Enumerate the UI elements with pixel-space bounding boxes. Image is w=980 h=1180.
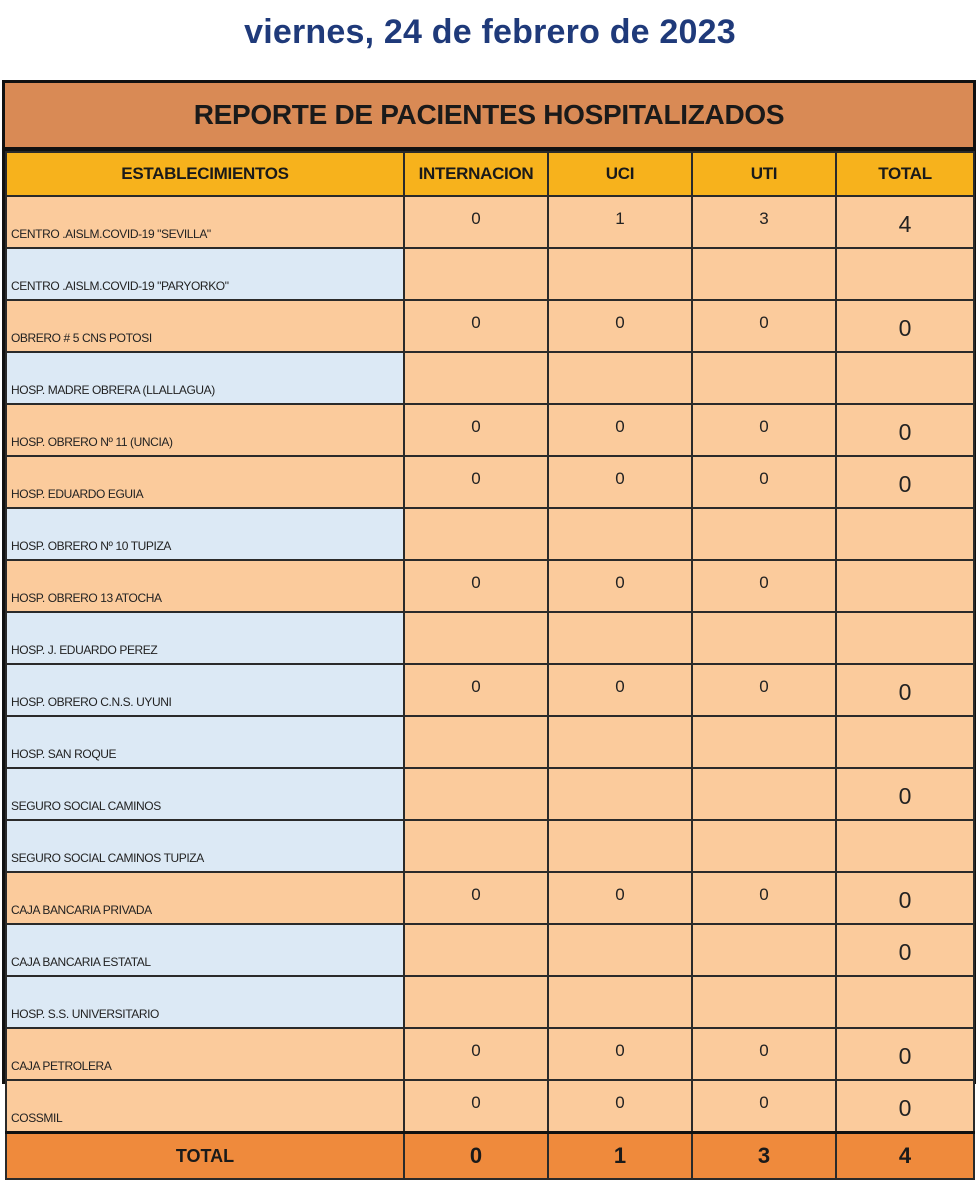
total-value [836,508,974,560]
establishment-name: HOSP. J. EDUARDO PEREZ [6,612,404,664]
uci-value [548,924,692,976]
uci-value [548,768,692,820]
table-row [6,768,974,820]
internacion-value [404,248,548,300]
uci-value: 0 [548,300,692,352]
totals-label: TOTAL [6,1133,404,1180]
total-value: 0 [836,456,974,508]
uci-value: 0 [548,872,692,924]
col-header-establecimientos: ESTABLECIMIENTOS [6,152,404,196]
uti-value [692,820,836,872]
uci-value: 0 [548,664,692,716]
total-value [836,248,974,300]
internacion-value [404,820,548,872]
establishment-name: COSSMIL [6,1080,404,1133]
col-header-total: TOTAL [836,152,974,196]
establishment-name: CAJA BANCARIA ESTATAL [6,924,404,976]
uti-value: 0 [692,1080,836,1133]
internacion-value [404,508,548,560]
table-row [6,196,974,248]
table-row [6,248,974,300]
column-header-row [6,152,974,196]
table-row [6,560,974,612]
report-title: REPORTE DE PACIENTES HOSPITALIZADOS [5,83,973,151]
uci-value [548,508,692,560]
uci-value [548,716,692,768]
internacion-value: 0 [404,664,548,716]
internacion-value [404,924,548,976]
uci-value: 0 [548,1028,692,1080]
table-row [6,872,974,924]
uti-value: 0 [692,872,836,924]
col-header-uti: UTI [692,152,836,196]
total-value: 4 [836,196,974,248]
table-row [6,352,974,404]
internacion-value: 0 [404,1028,548,1080]
table-row [6,300,974,352]
internacion-value [404,612,548,664]
table-row [6,404,974,456]
establishment-name: HOSP. OBRERO C.N.S. UYUNI [6,664,404,716]
internacion-value [404,716,548,768]
uti-value [692,976,836,1028]
table-row [6,664,974,716]
uti-value [692,352,836,404]
total-value [836,612,974,664]
total-value: 0 [836,768,974,820]
uti-value [692,248,836,300]
internacion-value: 0 [404,560,548,612]
uti-value [692,716,836,768]
internacion-value: 0 [404,872,548,924]
establishment-name: HOSP. S.S. UNIVERSITARIO [6,976,404,1028]
total-value [836,976,974,1028]
internacion-value: 0 [404,456,548,508]
total-value: 0 [836,1080,974,1133]
uti-value: 0 [692,404,836,456]
hospitalized-report-table [2,80,976,1168]
establishment-name: CAJA PETROLERA [6,1028,404,1080]
total-value [836,352,974,404]
total-uci: 1 [548,1133,692,1180]
uti-value: 0 [692,560,836,612]
totals-row [6,1133,974,1180]
total-value: 0 [836,404,974,456]
total-uti: 3 [692,1133,836,1180]
uti-value: 0 [692,1028,836,1080]
uci-value: 0 [548,1080,692,1133]
internacion-value [404,976,548,1028]
table-row [6,976,974,1028]
table-body [6,196,974,1133]
total-value: 0 [836,1028,974,1080]
total-value [836,820,974,872]
total-internacion: 0 [404,1133,548,1180]
establishment-name: CENTRO .AISLM.COVID-19 "PARYORKO" [6,248,404,300]
internacion-value: 0 [404,300,548,352]
uti-value: 3 [692,196,836,248]
uci-value [548,352,692,404]
establishment-name: HOSP. SAN ROQUE [6,716,404,768]
col-header-internacion: INTERNACION [404,152,548,196]
establishment-name: CAJA BANCARIA PRIVADA [6,872,404,924]
establishment-name: SEGURO SOCIAL CAMINOS TUPIZA [6,820,404,872]
col-header-uci: UCI [548,152,692,196]
total-value: 0 [836,300,974,352]
internacion-value: 0 [404,404,548,456]
total-value: 0 [836,872,974,924]
report-date: viernes, 24 de febrero de 2023 [244,13,736,51]
uti-value [692,768,836,820]
internacion-value: 0 [404,1080,548,1133]
uci-value: 0 [548,456,692,508]
table-row [6,716,974,768]
establishment-name: SEGURO SOCIAL CAMINOS [6,768,404,820]
total-total: 4 [836,1133,974,1180]
table-row [6,1028,974,1080]
establishment-name: CENTRO .AISLM.COVID-19 "SEVILLA" [6,196,404,248]
total-value: 0 [836,924,974,976]
uci-value [548,976,692,1028]
establishment-name: HOSP. OBRERO Nº 10 TUPIZA [6,508,404,560]
uci-value: 0 [548,404,692,456]
uti-value [692,508,836,560]
table-row [6,612,974,664]
establishment-name: HOSP. MADRE OBRERA (LLALLAGUA) [6,352,404,404]
internacion-value: 0 [404,196,548,248]
uci-value [548,612,692,664]
uci-value [548,820,692,872]
establishment-name: HOSP. EDUARDO EGUIA [6,456,404,508]
uti-value [692,612,836,664]
internacion-value [404,352,548,404]
table-row [6,820,974,872]
total-value [836,560,974,612]
establishment-name: HOSP. OBRERO Nº 11 (UNCIA) [6,404,404,456]
uti-value: 0 [692,664,836,716]
establishment-name: OBRERO # 5 CNS POTOSI [6,300,404,352]
uci-value: 0 [548,560,692,612]
table-row [6,508,974,560]
uti-value: 0 [692,456,836,508]
uti-value: 0 [692,300,836,352]
uci-value: 1 [548,196,692,248]
table-row [6,924,974,976]
total-value [836,716,974,768]
uci-value [548,248,692,300]
establishment-name: HOSP. OBRERO 13 ATOCHA [6,560,404,612]
internacion-value [404,768,548,820]
total-value: 0 [836,664,974,716]
report-grid [5,151,975,1180]
uti-value [692,924,836,976]
table-row [6,456,974,508]
